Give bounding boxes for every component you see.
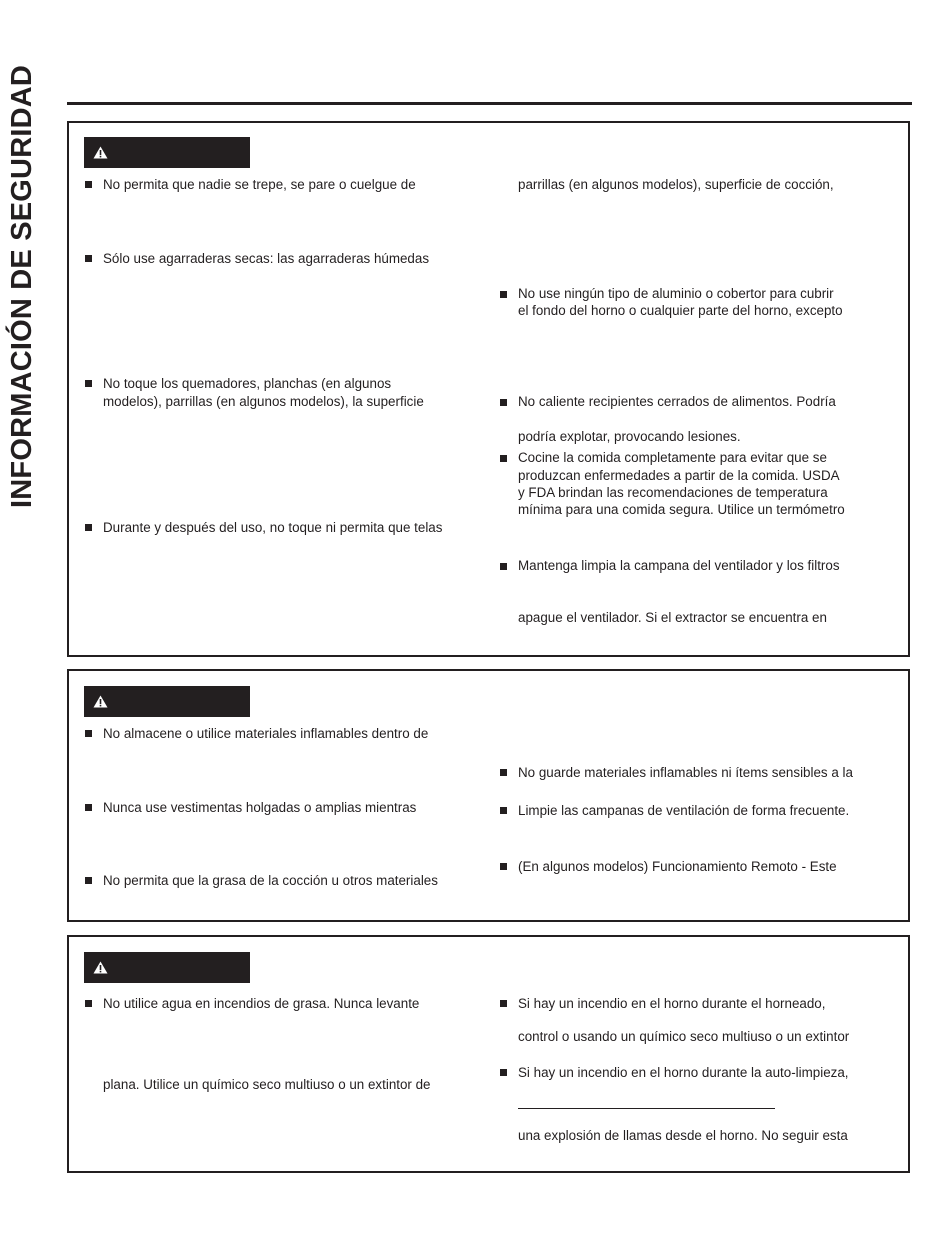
bullet [85,524,92,531]
bullet [85,877,92,884]
warning-label-1 [84,137,250,168]
safety-item: Cocine la comida completamente para evitar que se [518,450,827,465]
safety-item: Nunca use vestimentas holgadas o amplias mientras [103,800,417,815]
safety-item: No utilice agua en incendios de grasa. Nunca levante [103,996,420,1011]
warning-triangle-icon [93,695,108,708]
warning-label-2 [84,686,250,717]
safety-item: (En algunos modelos) Funcionamiento Remoto - Este [518,859,837,874]
safety-item: modelos), parrillas (en algunos modelos), la superficie [103,394,424,409]
bullet [500,455,507,462]
bullet [85,804,92,811]
safety-item: Si hay un incendio en el horno durante la auto-limpieza, [518,1065,849,1080]
safety-item: produzcan enfermedades a partir de la comida. USDA [518,468,840,483]
safety-item: plana. Utilice un químico seco multiuso o un extintor de [103,1077,431,1092]
safety-item: apague el ventilador. Si el extractor se encuentra en [518,610,827,625]
safety-item: Sólo use agarraderas secas: las agarraderas húmedas [103,251,430,266]
bullet [500,1069,507,1076]
bullet [500,563,507,570]
warning-box-3 [67,935,910,1173]
bullet [500,769,507,776]
side-title-text: INFORMACIÓN DE SEGURIDAD [6,64,38,508]
bullet [85,380,92,387]
safety-item: No toque los quemadores, planchas (en algunos [103,376,392,391]
safety-item: No almacene o utilice materiales inflamables dentro de [103,726,429,741]
bullet [500,399,507,406]
bullet [500,291,507,298]
safety-item: Limpie las campanas de ventilación de forma frecuente. [518,803,850,818]
bullet [85,255,92,262]
safety-item: el fondo del horno o cualquier parte del horno, excepto [518,303,843,318]
safety-item: No permita que nadie se trepe, se pare o cuelgue de [103,177,416,192]
safety-item: y FDA brindan las recomendaciones de temperatura [518,485,828,500]
bullet [85,1000,92,1007]
safety-item: No use ningún tipo de aluminio o cobertor para cubrir [518,286,834,301]
warning-box-1 [67,121,910,657]
fill-in-rule [518,1108,775,1109]
bullet [500,807,507,814]
safety-item: Mantenga limpia la campana del ventilador y los filtros [518,558,840,573]
safety-item: parrillas (en algunos modelos), superficie de cocción, [518,177,834,192]
safety-item: No caliente recipientes cerrados de alimentos. Podría [518,394,836,409]
bullet [85,181,92,188]
safety-item: una explosión de llamas desde el horno. No seguir esta [518,1128,848,1143]
warning-box-2 [67,669,910,922]
side-title [0,38,50,508]
safety-item: No permita que la grasa de la cocción u otros materiales [103,873,438,888]
safety-item: control o usando un químico seco multiuso o un extintor [518,1029,850,1044]
safety-item: No guarde materiales inflamables ni ítems sensibles a la [518,765,853,780]
bullet [85,730,92,737]
warning-triangle-icon [93,961,108,974]
safety-item: mínima para una comida segura. Utilice un termómetro [518,502,845,517]
bullet [500,863,507,870]
warning-label-3 [84,952,250,983]
safety-item: Si hay un incendio en el horno durante el horneado, [518,996,826,1011]
warning-triangle-icon [93,146,108,159]
bullet [500,1000,507,1007]
safety-item: Durante y después del uso, no toque ni permita que telas [103,520,443,535]
top-rule [67,102,912,105]
safety-item: podría explotar, provocando lesiones. [518,429,741,444]
